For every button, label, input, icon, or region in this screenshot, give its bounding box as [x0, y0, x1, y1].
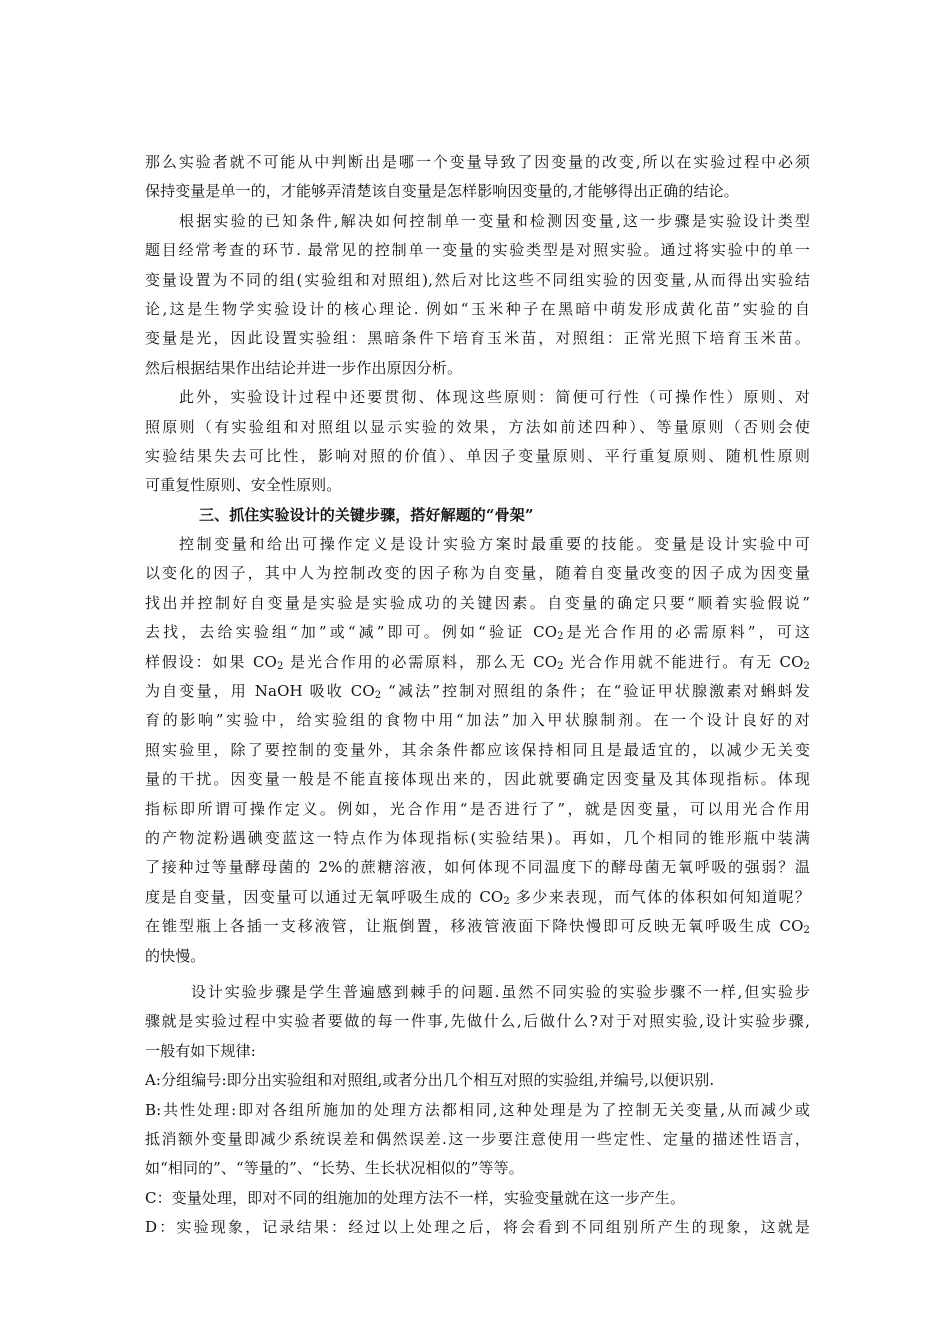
step-a: A:分组编号:即分出实验组和对照组,或者分出几个相互对照的实验组,并编号,以便识别. — [145, 1071, 715, 1090]
text-segment: 度是自变量，因变量可以通过无氧呼吸生成的 CO — [145, 887, 504, 906]
text-line: B:共性处理:即对各组所施加的处理方法都相同,这种处理是为了控制无关变量,从而减少或 — [145, 1100, 810, 1119]
paragraph-gap — [145, 971, 810, 978]
text-segment: 在锥型瓶上各插一支移液管，让瓶倒置，移液管液面下降快慢即可反映无氧呼吸生成 CO — [145, 917, 804, 936]
text-line: 变量设置为不同的组(实验组和对照组),然后对比这些不同组实验的因变量,从而得出实验结 — [145, 270, 810, 289]
text-segment: 多少来表现，而气体的体积如何知道呢？ — [509, 887, 810, 906]
paragraph-variables — [145, 530, 810, 971]
paragraph-steps — [145, 978, 810, 1066]
subscript: 2 — [557, 660, 564, 672]
text-line: 找出并控制好自变量是实验是实验成功的关键因素。自变量的确定只要“顺着实验假说” — [145, 593, 810, 612]
paragraph-principles — [145, 383, 810, 501]
text-line: 可重复性原则、安全性原则。 — [145, 476, 342, 495]
step-b — [145, 1096, 810, 1184]
step-c: C：变量处理，即对不同的组施加的处理方法不一样，实验变量就在这一步产生。 — [145, 1188, 686, 1207]
text-segment: 样假设：如果 CO — [145, 652, 277, 671]
text-segment: 为自变量，用 NaOH 吸收 CO — [145, 682, 375, 701]
text-line: 以变化的因子，其中人为控制改变的因子称为自变量，随着自变量改变的因子成为因变量 — [145, 564, 810, 583]
subscript: 2 — [803, 925, 810, 937]
text-line: 变量是光，因此设置实验组：黑暗条件下培育玉米苗，对照组：正常光照下培育玉米苗。 — [145, 329, 810, 348]
text-line: 保持变量是单一的，才能够弄清楚该自变量是怎样影响因变量的,才能够得出正确的结论。 — [145, 182, 739, 201]
text-line: 育的影响”实验中，给实验组的食物中用“加法”加入甲状腺制剂。在一个设计良好的对 — [145, 711, 810, 730]
text-line: 如“相同的”、“等量的”、“长势、生长状况相似的”等等。 — [145, 1159, 524, 1178]
subscript: 2 — [557, 631, 564, 643]
text-line — [145, 648, 810, 677]
paragraph-control-variable — [145, 207, 810, 383]
text-line — [145, 883, 810, 912]
text-line: 然后根据结果作出结论并进一步作出原因分析。 — [145, 358, 463, 377]
text-line — [145, 912, 810, 941]
text-line: 论,这是生物学实验设计的核心理论. 例如“玉米种子在黑暗中萌发形成黄化苗”实验的自 — [145, 299, 810, 318]
document-body — [145, 148, 810, 1242]
text-line — [145, 618, 810, 647]
text-segment: 光合作用就不能进行。有无 CO — [563, 652, 804, 671]
text-line: 一般有如下规律: — [145, 1041, 256, 1060]
text-line: 控制变量和给出可操作定义是设计实验方案时最重要的技能。变量是设计实验中可 — [179, 535, 810, 554]
text-segment: “减法”控制对照组的条件；在“验证甲状腺激素对蝌蚪发 — [381, 682, 810, 701]
text-line: 指标即所谓可操作定义。例如，光合作用“是否进行了”，就是因变量，可以用光合作用 — [145, 799, 810, 818]
subscript: 2 — [803, 660, 810, 672]
text-segment: 是光合作用的必需原料”，可这 — [563, 623, 810, 642]
text-line: 此外，实验设计过程中还要贯彻、体现这些原则：简便可行性（可操作性）原则、对 — [179, 388, 810, 407]
text-line: 的快慢。 — [145, 946, 206, 965]
text-line: 那么实验者就不可能从中判断出是哪一个变量导致了因变量的改变,所以在实验过程中必须 — [145, 153, 810, 171]
section-heading: 三、抓住实验设计的关键步骤，搭好解题的“骨架” — [199, 505, 534, 524]
text-line: 了接种过等量酵母菌的 2%的蔗糖溶液，如何体现不同温度下的酵母菌无氧呼吸的强弱？温 — [145, 858, 810, 877]
text-line: 照实验里，除了要控制的变量外，其余条件都应该保持相同且是最适宜的，以减少无关变 — [145, 740, 810, 759]
subscript: 2 — [374, 690, 382, 702]
subscript: 2 — [503, 895, 510, 907]
text-line — [145, 677, 810, 706]
text-segment: 是光合作用的必需原料，那么无 CO — [283, 652, 558, 671]
text-line: 的产物淀粉遇碘变蓝这一特点作为体现指标(实验结果)。再如，几个相同的锥形瓶中装满 — [145, 828, 810, 847]
text-line: 量的干扰。因变量一般是不能直接体现出来的，因此就要确定因变量及其体现指标。体现 — [145, 770, 810, 789]
step-d: D：实验现象，记录结果：经过以上处理之后，将会看到不同组别所产生的现象，这就是 — [145, 1218, 810, 1237]
text-line: 照原则（有实验组和对照组以显示实验的效果，方法如前述四种）、等量原则（否则会使 — [145, 417, 810, 436]
text-line: 设计实验步骤是学生普遍感到棘手的问题.虽然不同实验的实验步骤不一样,但实验步 — [191, 982, 810, 1001]
text-line: 题目经常考查的环节. 最常见的控制单一变量的实验类型是对照实验。通过将实验中的单一 — [145, 241, 810, 260]
text-line: 骤就是实验过程中实验者要做的每一件事,先做什么,后做什么?对于对照实验,设计实验步骤, — [145, 1012, 810, 1031]
text-line: 抵消额外变量即减少系统误差和偶然误差.这一步要注意使用一些定性、定量的描述性语言， — [145, 1129, 810, 1148]
text-line: 根据实验的已知条件,解决如何控制单一变量和检测因变量,这一步骤是实验设计类型 — [179, 211, 810, 230]
text-segment: 去找，去给实验组“加”或“减”即可。例如“验证 CO — [145, 623, 558, 642]
paragraph-intro — [145, 148, 810, 207]
text-line: 实验结果失去可比性，影响对照的价值）、单因子变量原则、平行重复原则、随机性原则 — [145, 446, 810, 465]
subscript: 2 — [276, 660, 284, 672]
